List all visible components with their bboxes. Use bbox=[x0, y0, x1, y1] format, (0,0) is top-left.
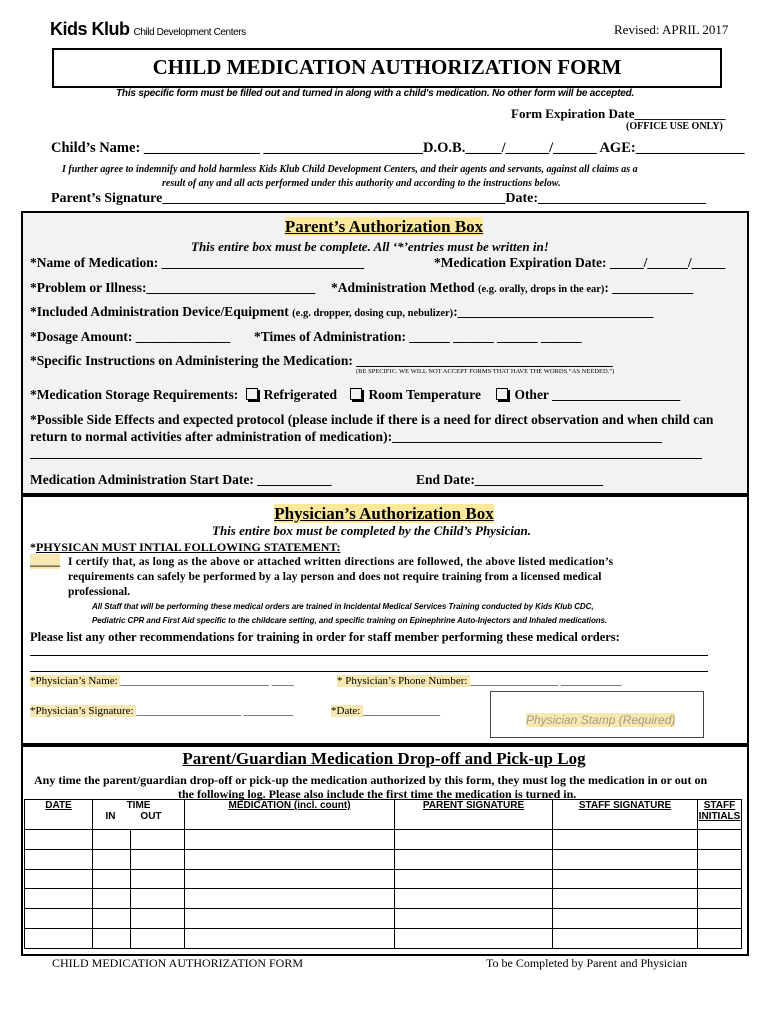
medication-log-table bbox=[24, 799, 742, 949]
must-initial-statement bbox=[30, 540, 341, 555]
log-description-2: the following log. Please also include the first time the medication is turned in. bbox=[178, 787, 577, 801]
physician-signature-field[interactable] bbox=[30, 705, 293, 717]
problem-illness-field[interactable]: *Problem or Illness:_________________________ bbox=[30, 280, 316, 295]
name-of-medication-field[interactable]: *Name of Medication: ______________________________ bbox=[30, 255, 365, 270]
administration-device-blank: :_____________________________ bbox=[453, 304, 654, 319]
child-info-line[interactable]: Child’s Name: ________________ ______________________D.O.B._____/______/______ AGE:_______________ bbox=[51, 140, 745, 156]
administration-device-field[interactable] bbox=[30, 304, 653, 320]
col-time bbox=[93, 800, 185, 830]
physicians-box-title bbox=[21, 504, 747, 524]
col-parent-signature bbox=[395, 800, 553, 830]
log-row[interactable] bbox=[25, 889, 742, 909]
physician-signature-blank: ___________________ _________ bbox=[136, 705, 294, 717]
revised-date: Revised: APRIL 2017 bbox=[614, 22, 729, 37]
log-header-row bbox=[25, 800, 742, 830]
physician-date-field[interactable] bbox=[331, 705, 440, 717]
room-temperature-checkbox[interactable] bbox=[350, 388, 362, 400]
must-initial-text: PHYSICAN MUST INTIAL FOLLOWING STATEMENT: bbox=[36, 540, 341, 554]
administration-method-field[interactable] bbox=[331, 280, 693, 296]
indemnify-text-2: result of any and all acts performed under this authority and according to the instructions below. bbox=[162, 178, 561, 189]
log-row[interactable] bbox=[25, 869, 742, 889]
col-time-in: IN bbox=[105, 811, 116, 822]
col-time-label: TIME bbox=[126, 800, 151, 811]
medication-expiration-field[interactable]: *Medication Expiration Date: _____/______/_____ bbox=[434, 255, 726, 270]
form-subtitle: This specific form must be filled out and turned in along with a child's medication. No other form will be accepted. bbox=[116, 88, 635, 99]
physician-date-blank: ______________ bbox=[363, 705, 441, 717]
col-date bbox=[25, 800, 93, 830]
footer-right: To be Completed by Parent and Physician bbox=[486, 956, 688, 970]
log-row[interactable] bbox=[25, 849, 742, 869]
physicians-box-instruction: This entire box must be completed by the Child’s Physician. bbox=[212, 523, 531, 538]
physician-name-blank: ___________________________ ____ bbox=[120, 675, 294, 687]
log-description-1: Any time the parent/guardian drop-off or pick-up the medication authorized by this form, they must log the medication in or out on bbox=[34, 773, 708, 787]
physician-phone-label: * Physician’s Phone Number: bbox=[337, 675, 471, 687]
certify-line-3: professional. bbox=[68, 586, 131, 598]
staff-training-note-2: Pediatric CPR and First Aid specific to the childcare setting, and specific training on Epinephrine Auto-Injectors and Inhaled medications. bbox=[92, 616, 608, 625]
initial-blank[interactable]: _____ bbox=[30, 554, 60, 568]
log-row[interactable] bbox=[25, 909, 742, 929]
administration-method-label: *Administration Method bbox=[331, 280, 479, 295]
footer-left: CHILD MEDICATION AUTHORIZATION FORM bbox=[52, 956, 303, 970]
col-staff-initials bbox=[698, 800, 742, 830]
physician-phone-blank: ________________ ___________ bbox=[470, 675, 622, 687]
col-medication-label: MEDICATION (incl. count) bbox=[228, 800, 351, 811]
office-use-only: (OFFICE USE ONLY) bbox=[626, 121, 723, 132]
col-staff-signature bbox=[553, 800, 698, 830]
training-recommendations: Please list any other recommendations for training in order for staff member performing these medical orders: bbox=[30, 630, 620, 644]
log-row[interactable] bbox=[25, 830, 742, 850]
physician-phone-field[interactable] bbox=[337, 675, 621, 687]
col-staff-initials-label-1: STAFF bbox=[703, 800, 736, 811]
end-date-field[interactable]: End Date:___________________ bbox=[416, 472, 604, 487]
administration-method-hint: (e.g. orally, drops in the ear) bbox=[478, 284, 605, 295]
specific-instructions-field[interactable]: *Specific Instructions on Administering the Medication: ______________________________________ bbox=[30, 353, 613, 368]
side-effects-line-1[interactable]: *Possible Side Effects and expected protocol (please include if there is a need for direct observation and when child can bbox=[30, 412, 714, 427]
physician-signature-label: *Physician’s Signature: bbox=[30, 705, 137, 717]
col-time-out: OUT bbox=[140, 811, 162, 822]
parents-box-title-text: Parent’s Authorization Box bbox=[284, 217, 484, 236]
col-staff-initials-label-2: INITIALS bbox=[698, 811, 741, 822]
col-parent-signature-label: PARENT SIGNATURE bbox=[422, 800, 525, 811]
logo bbox=[50, 19, 246, 40]
form-title: CHILD MEDICATION AUTHORIZATION FORM bbox=[152, 55, 622, 79]
times-of-administration-field[interactable]: *Times of Administration: ______ ______ ______ ______ bbox=[254, 329, 582, 344]
administration-method-blank: : ____________ bbox=[604, 280, 694, 295]
logo-subtitle: Child Development Centers bbox=[133, 27, 246, 38]
log-title: Parent/Guardian Medication Drop-off and Pick-up Log bbox=[182, 749, 586, 768]
parents-box-instruction: This entire box must be complete. All ‘*’entries must be written in! bbox=[191, 239, 549, 254]
parents-box-title bbox=[21, 217, 747, 237]
storage-requirements bbox=[30, 387, 680, 403]
log-row[interactable] bbox=[25, 929, 742, 949]
administration-device-hint: (e.g. dropper, dosing cup, nebulizer) bbox=[292, 308, 454, 319]
physician-stamp-label: Physician Stamp (Required) bbox=[526, 713, 676, 727]
col-date-label: DATE bbox=[45, 800, 72, 811]
refrigerated-label: Refrigerated bbox=[263, 387, 338, 402]
recommendations-line-1[interactable] bbox=[30, 655, 708, 656]
col-staff-signature-label: STAFF SIGNATURE bbox=[578, 800, 672, 811]
certify-line-2: requirements can safely be performed by a lay person and does not require training from a licensed medical bbox=[68, 571, 602, 583]
room-temperature-label: Room Temperature bbox=[368, 387, 482, 402]
refrigerated-checkbox[interactable] bbox=[246, 388, 258, 400]
parent-signature-line[interactable]: Parent’s Signature_________________________________________________Date:________________________ bbox=[51, 191, 706, 206]
dosage-amount-field[interactable]: *Dosage Amount: ______________ bbox=[30, 329, 231, 344]
physician-name-label: *Physician’s Name: bbox=[30, 675, 121, 687]
indemnify-text-1: I further agree to indemnify and hold harmless Kids Klub Child Development Centers, and their agents and servants, against all claims as a bbox=[62, 164, 638, 175]
other-storage-checkbox[interactable] bbox=[496, 388, 508, 400]
staff-training-note-1: All Staff that will be performing these medical orders are trained in Incidental Medical Services Training conducted by Kids Klub CDC, bbox=[92, 602, 594, 611]
physicians-box-title-text: Physician’s Authorization Box bbox=[274, 504, 494, 523]
other-storage-label[interactable]: Other ___________________ bbox=[514, 387, 681, 402]
logo-text: Kids Klub bbox=[50, 19, 130, 39]
instructions-note: (BE SPECIFIC. WE WILL NOT ACCEPT FORMS THAT HAVE THE WORDS “AS NEEDED.”) bbox=[356, 368, 615, 375]
form-expiration-date: Form Expiration Date______________ bbox=[511, 106, 726, 121]
side-effects-line-2[interactable]: return to normal activities after administration of medication):________________________________________ bbox=[30, 429, 663, 444]
physician-date-label: *Date: bbox=[331, 705, 364, 717]
side-effects-blank-line[interactable] bbox=[30, 458, 702, 459]
storage-label: *Medication Storage Requirements: bbox=[30, 387, 239, 402]
physician-name-field[interactable] bbox=[30, 675, 294, 687]
start-date-field[interactable]: Medication Administration Start Date: ___________ bbox=[30, 472, 332, 487]
recommendations-line-2[interactable] bbox=[30, 671, 708, 672]
certify-line-1: I certify that, as long as the above or attached written directions are followed, the above listed medication’s bbox=[68, 556, 614, 568]
must-initial-prefix: * bbox=[30, 540, 36, 554]
col-medication bbox=[185, 800, 395, 830]
administration-device-label: *Included Administration Device/Equipment bbox=[30, 304, 293, 319]
